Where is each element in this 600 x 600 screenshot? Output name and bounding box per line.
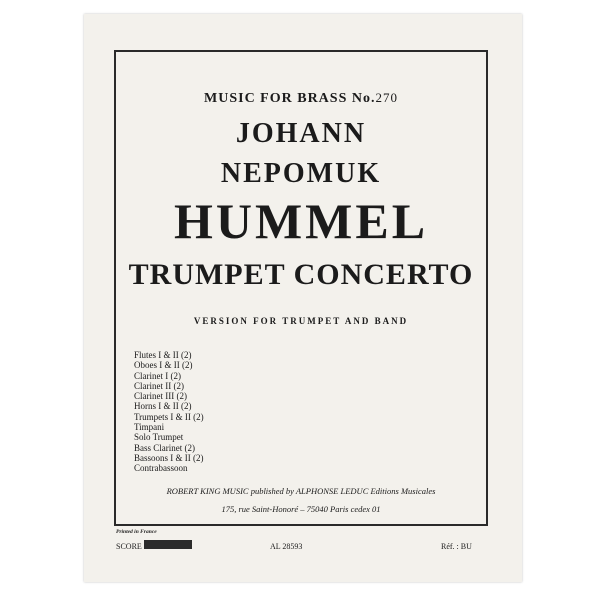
instrument-item: Trumpets I & II (2)	[134, 411, 204, 422]
composer-middle-name: NEPOMUK	[220, 158, 382, 189]
printed-in-note: Printed in France	[116, 529, 157, 535]
series-number: 270	[375, 90, 398, 105]
series-label: MUSIC FOR BRASS No.	[204, 91, 376, 106]
publisher-address: 175, rue Saint-Honoré – 75040 Paris cedex 01	[221, 504, 381, 514]
version-subtitle: VERSION FOR TRUMPET AND BAND	[193, 316, 409, 326]
instrument-item: Clarinet II (2)	[134, 380, 184, 391]
instrument-item: Clarinet III (2)	[134, 391, 187, 402]
instrument-item: Flutes I & II (2)	[134, 350, 192, 360]
composer-first-name: JOHANN	[235, 118, 367, 149]
cover-border-frame	[114, 50, 488, 526]
reference-code: Réf. : BU	[441, 542, 472, 551]
score-cover-page	[84, 14, 522, 582]
instrument-item: Oboes I & II (2)	[134, 360, 193, 371]
instrument-item: Timpani	[134, 422, 165, 433]
instrument-item: Solo Trumpet	[134, 432, 184, 443]
instrument-item: Contrabassoon	[134, 463, 188, 474]
composer-last-name: HUMMEL	[173, 193, 429, 249]
instrument-item: Bass Clarinet (2)	[134, 442, 195, 453]
redaction-bar	[144, 540, 192, 549]
catalog-number: AL 28593	[270, 542, 303, 551]
instrument-item: Clarinet I (2)	[134, 370, 181, 381]
series-title	[116, 90, 486, 107]
publisher-line: ROBERT KING MUSIC published by ALPHONSE LEDUC Editions Musicales	[166, 486, 436, 496]
instrument-item: Bassoons I & II (2)	[134, 452, 204, 463]
score-label: SCORE	[116, 542, 142, 551]
instrument-list	[134, 350, 204, 474]
instrument-item: Horns I & II (2)	[134, 401, 192, 412]
work-title: TRUMPET CONCERTO	[128, 258, 474, 291]
